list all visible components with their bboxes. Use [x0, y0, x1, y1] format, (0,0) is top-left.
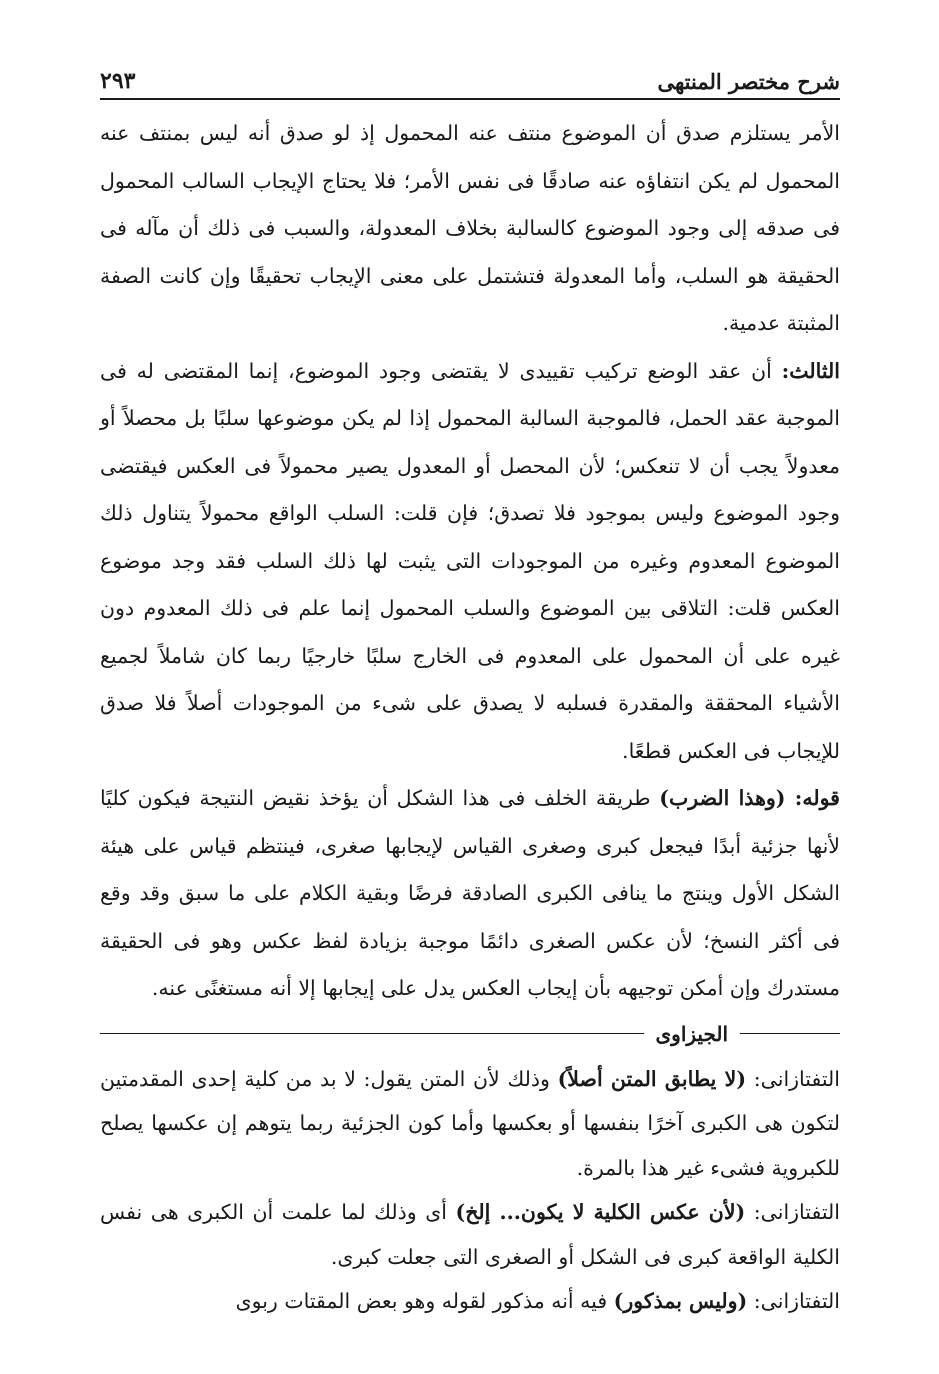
paragraph-3: [100, 775, 840, 1013]
paragraph-2-lead: الثالث:: [781, 358, 840, 383]
page-number: ٢٩٣: [100, 68, 136, 94]
commentary-section: [100, 1057, 840, 1324]
commentary-author-2: التفتازانى:: [753, 1200, 840, 1224]
commentary-item-3: [100, 1279, 840, 1324]
commentary-author-3: التفتازانى:: [753, 1289, 840, 1313]
commentary-text-2: أى وذلك لما علمت أن الكبرى هى نفس الكلية الواقعة كبرى فى الشكل أو الصغرى التى جعلت كبرى.: [100, 1200, 840, 1269]
header-rule: [100, 98, 840, 100]
commentary-quote-1: (لا يطابق المتن أصلاً): [557, 1066, 747, 1091]
commentary-text-3: فيه أنه مذكور لقوله وهو بعض المقتات ربوى: [235, 1289, 614, 1313]
paragraph-1: الأمر يستلزم صدق أن الموضوع منتف عنه المحمول إذ لو صدق أنه ليس بمنتف عنه المحمول لم يكن انتفاؤه عنه صادقًا فى نفس الأمر؛ فلا يحتاج الإيجاب السالب المحمول فى صدقه إلى وجود الموضوع كالسالبة بخلاف المعدولة، والسبب فى ذلك أن مآله فى الحقيقة هو السلب، وأما المعدولة فتشتمل على معنى الإيجاب تحقيقًا وإن كانت الصفة المثبتة عدمية.: [100, 121, 840, 335]
divider-line-right: [740, 1033, 840, 1034]
document-page: [100, 60, 840, 1324]
commentary-quote-2: (لأن عكس الكلية لا يكون... إلخ): [455, 1200, 746, 1224]
paragraph-2: [100, 348, 840, 776]
paragraph-3-lead: قوله: (وهذا الضرب): [659, 786, 840, 810]
section-divider: [100, 1015, 840, 1053]
divider-label: الجيزاوى: [655, 1021, 728, 1046]
commentary-item-1: [100, 1057, 840, 1191]
commentary-item-2: [100, 1190, 840, 1279]
main-text: [100, 110, 840, 1013]
divider-line-left: [100, 1033, 644, 1034]
commentary-author-1: التفتازانى:: [753, 1066, 840, 1091]
book-title: شرح مختصر المنتهى: [657, 69, 840, 94]
paragraph-2-text: أن عقد الوضع تركيب تقييدى لا يقتضى وجود الموضوع، إنما المقتضى له فى الموجبة عقد الحمل، فالموجبة السالبة المحمول إذا لم يكن موضوعها سلبًا بل محصلاً أو معدولاً يجب أن لا تنعكس؛ لأن المحصل أو المعدول يصير محمولاً فى العكس فيقتضى وجود الموضوع وليس بموجود فلا تصدق؛ فإن قلت: السلب الواقع محمولاً يتناول ذلك الموضوع المعدوم وغيره من الموجودات التى يثبت لها ذلك السلب فقد وجد موضوع العكس قلت: التلاقى بين الموضوع والسلب المحمول إنما علم فى ذلك المعدوم دون غيره على أن المحمول على المعدوم فى الخارج سلبًا خارجيًا ربما كان شاملاً لجميع الأشياء المحققة والمقدرة فسلبه لا يصدق على شىء من الموجودات أصلاً فلا صدق للإيجاب فى العكس قطعًا.: [100, 358, 840, 763]
commentary-quote-3: (وليس بمذكور): [613, 1289, 748, 1313]
commentary-text-1: وذلك لأن المتن يقول: لا بد من كلية إحدى المقدمتين لتكون هى الكبرى آخرًا بنفسها أو بعكسها وأما كون الجزئية ربما يتوهم إن عكسها يصلح للكبروية فشىء غير هذا بالمرة.: [100, 1066, 840, 1180]
running-head: [100, 60, 840, 94]
paragraph-3-text: طريقة الخلف فى هذا الشكل أن يؤخذ نقيض النتيجة فيكون كليًا لأنها جزئية أبدًا فيجعل كبرى وصغرى القياس لإيجابها صغرى، فينتظم قياس على هيئة الشكل الأول وينتج ما ينافى الكبرى الصادقة فرضًا وبقية الكلام على ما سبق وقد وقع فى أكثر النسخ؛ لأن عكس الصغرى دائمًا موجبة بزيادة لفظ عكس وهو فى الحقيقة مستدرك وإن أمكن توجيهه بأن إيجاب العكس يدل على إيجابها إلا أنه مستغنًى عنه.: [100, 786, 840, 1000]
